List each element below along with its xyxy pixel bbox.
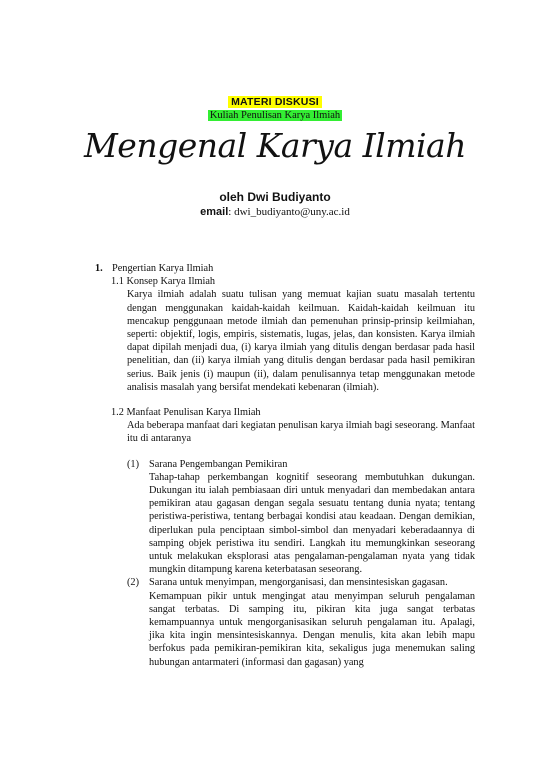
paragraph-manfaat: Ada beberapa manfaat dari kegiatan penulisan karya ilmiah bagi seseorang. Manfaat itu di antaranya (127, 420, 475, 445)
list-item (127, 458, 475, 577)
section-number: 1. (95, 263, 103, 274)
list-item-text: Kemampuan pikir untuk mengingat atau menyimpan seluruh pengalaman sangat terbatas. Di samping itu, pikiran kita juga sangat terbatas kemampuannya untuk mengorganisasikan seluruh pengalaman itu. Apalagi, jika kita ingin mensintesiskannya. Dengan menulis, kita akan lebih mapu berfokus pada pemikiran-pemikiran kita, sekaligus juga menemukan saling hubungan antarmateri (informasi dan gagasan) yang (149, 590, 475, 668)
course-label: Kuliah Penulisan Karya Ilmiah (209, 110, 341, 121)
paragraph-konsep: Karya ilmiah adalah suatu tulisan yang memuat kajian suatu masalah tertentu dengan menggunakan kaidah-kaidah keilmuan. Kaidah-kaidah keilmuan itu mencakup penggunaan metode ilmiah dan pemenuhan prinsip-prinsip keilmiahan, seperti: objektif, logis, empiris, sistematis, lugas, jelas, dan konsisten. Karya ilmiah dapat dipilah menjadi dua, (i) karya ilmiah yang ditulis dengan berdasar pada hasil penelitian, dan (ii) karya ilmiah yang ditulis dengan berdasar pada hasil pemikiran serius. Baik jenis (i) maupun (ii), dalam penulisannya tetap menggunakan metode analisis masalah yang bersifat mendekati kebenaran (ilmiah). (127, 289, 475, 393)
materi-diskusi-label: MATERI DISKUSI (228, 96, 322, 108)
subsection-heading-1-1: 1.1 Konsep Karya Ilmiah (111, 276, 216, 288)
section-heading (95, 262, 475, 275)
email-value[interactable]: : dwi_budiyanto@uny.ac.id (228, 206, 350, 218)
email-label: email (200, 206, 229, 218)
email-line (0, 206, 550, 218)
list-item-number: (2) (127, 577, 140, 589)
header-course (0, 110, 550, 121)
list-item-heading (127, 576, 475, 589)
document-body (95, 262, 475, 669)
list-item-number: (1) (127, 458, 140, 470)
subsection-heading-1-2: 1.2 Manfaat Penulisan Karya Ilmiah (111, 407, 261, 419)
section-title: Pengertian Karya Ilmiah (112, 263, 214, 274)
list-item-text: Tahap-tahap perkembangan kognitif seseorang membutuhkan dukungan. Dukungan itu ialah pembiasaan diri untuk menyadari dan membedakan antara pemikiran atau gagasan dengan segala sesuatu tentang dunia nyata; tentang peristiwa-peristiwa, tentang berbagai kondisi atau keadaan. Dengan demikian, diperlukan pula penciptaan simbol-simbol dan menyadari keberadaannya di samping objek peristiwa itu sendiri. Langkah itu memungkinkan seseorang untuk melakukan eksplorasi atas pengalaman-pengalaman nyata yang tidak mungkin ditampung karena keterbatasan seseorang. (149, 471, 475, 576)
list-item (127, 576, 475, 668)
author-line: oleh Dwi Budiyanto (219, 190, 331, 204)
list-item-title: Sarana untuk menyimpan, mengorganisasi, dan mensintesiskan gagasan. (149, 577, 448, 589)
document-title: Mengenal Karya Ilmiah (84, 126, 466, 165)
list-item-title: Sarana Pengembangan Pemikiran (149, 458, 288, 470)
list-item-heading (127, 458, 475, 471)
header-badge (0, 96, 550, 108)
